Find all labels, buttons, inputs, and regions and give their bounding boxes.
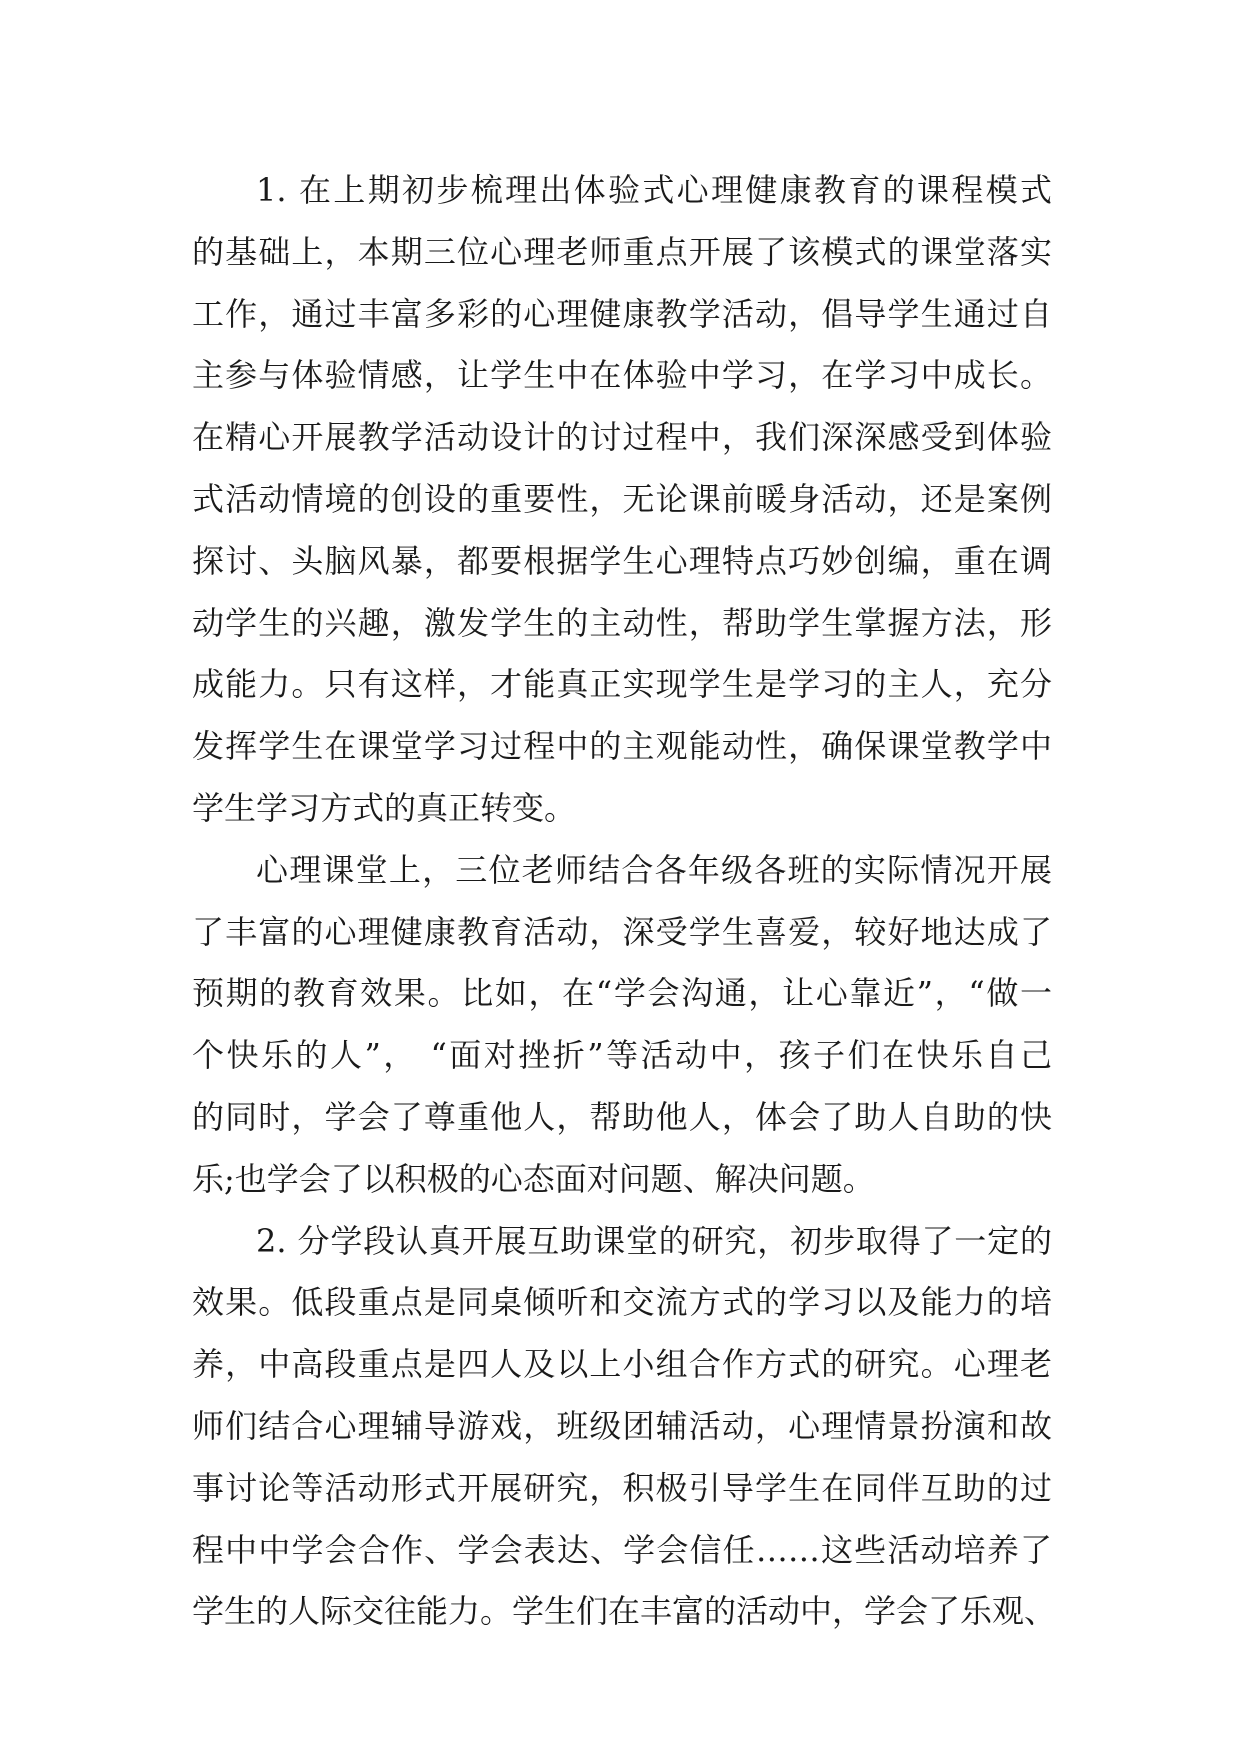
text-line: 学生学习方式的真正转变。 <box>192 788 577 827</box>
text-line: 程中中学会合作、学会表达、学会信任……这些活动培养了 <box>192 1530 1052 1569</box>
text-line: 个快乐的人”， “面对挫折”等活动中，孩子们在快乐自己 <box>192 1036 1052 1075</box>
text-line: 2. 分学段认真开展互助课堂的研究，初步取得了一定的 <box>256 1221 1052 1260</box>
text-line: 乐;也学会了以积极的心态面对问题、解决问题。 <box>192 1159 875 1198</box>
text-line: 学生的人际交往能力。学生们在丰富的活动中，学会了乐观、 <box>192 1592 1057 1631</box>
text-line: 探讨、头脑风暴，都要根据学生心理特点巧妙创编，重在调 <box>192 541 1052 580</box>
text-line: 了丰富的心理健康教育活动，深受学生喜爱，较好地达成了 <box>192 912 1052 951</box>
text-line: 式活动情境的创设的重要性，无论课前暖身活动，还是案例 <box>192 479 1052 518</box>
text-line: 的同时，学会了尊重他人，帮助他人，体会了助人自助的快 <box>192 1097 1052 1136</box>
text-line: 动学生的兴趣，激发学生的主动性，帮助学生掌握方法，形 <box>192 603 1052 642</box>
text-line: 心理课堂上，三位老师结合各年级各班的实际情况开展 <box>256 850 1052 889</box>
text-line: 养，中高段重点是四人及以上小组合作方式的研究。心理老 <box>192 1345 1052 1384</box>
text-line: 主参与体验情感，让学生中在体验中学习，在学习中成长。 <box>192 356 1052 395</box>
text-line: 效果。低段重点是同桌倾听和交流方式的学习以及能力的培 <box>192 1283 1052 1322</box>
text-line: 师们结合心理辅导游戏，班级团辅活动，心理情景扮演和故 <box>192 1406 1052 1445</box>
text-line: 成能力。只有这样，才能真正实现学生是学习的主人，充分 <box>192 665 1052 704</box>
text-line: 工作，通过丰富多彩的心理健康教学活动，倡导学生通过自 <box>192 294 1052 333</box>
text-line: 的基础上，本期三位心理老师重点开展了该模式的课堂落实 <box>192 232 1052 271</box>
text-line: 预期的教育效果。比如，在“学会沟通，让心靠近”，“做一 <box>192 974 1052 1013</box>
text-line: 在精心开展教学活动设计的讨过程中，我们深深感受到体验 <box>192 418 1052 457</box>
text-line: 发挥学生在课堂学习过程中的主观能动性，确保课堂教学中 <box>192 727 1052 766</box>
document-body <box>192 160 1057 1643</box>
text-line: 事讨论等活动形式开展研究，积极引导学生在同伴互助的过 <box>192 1468 1052 1507</box>
text-line: 1. 在上期初步梳理出体验式心理健康教育的课程模式 <box>256 171 1052 209</box>
